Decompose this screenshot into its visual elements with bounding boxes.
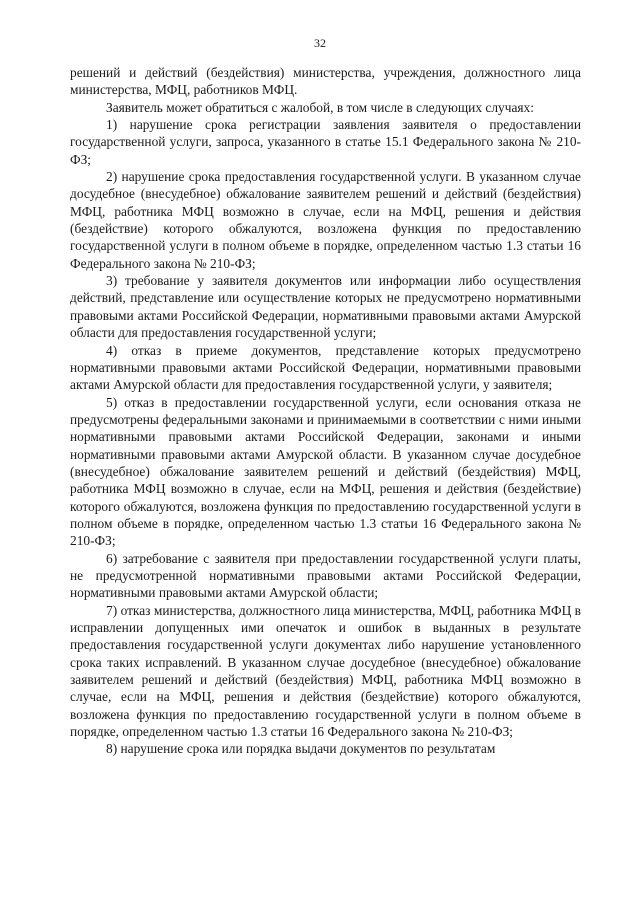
document-body — [70, 64, 581, 758]
paragraph-intro: Заявитель может обратиться с жалобой, в том числе в следующих случаях: — [106, 99, 534, 115]
list-item-7: 7) отказ министерства, должностного лица министерства, МФЦ, работника МФЦ в исправлении допущенных ими опечаток и ошибок в выданных в результате предоставления государственной услуги документах либо нарушение установленного срока таких исправлений. В указанном случае досудебное (внесудебное) обжалование заявителем решений и действий (бездействия) МФЦ, работника МФЦ возможно в случае, если на МФЦ, решения и действия (бездействие) которого обжалуются, возложена функция по предоставлению государственной услуги в полном объеме в порядке, определенном частью 1.3 статьи 16 Федерального закона № 210-ФЗ; — [70, 602, 581, 740]
page-number: 32 — [314, 36, 326, 50]
list-item-1: 1) нарушение срока регистрации заявления заявителя о предоставлении государственной услуги, запроса, указанного в статье 15.1 Федерального закона № 210-ФЗ; — [70, 117, 581, 167]
list-item-4: 4) отказ в приеме документов, представление которых предусмотрено нормативными правовыми актами Российской Федерации, нормативными правовыми актами Амурской области для предоставления государственной услуги, у заявителя; — [70, 342, 581, 393]
list-item-8: 8) нарушение срока или порядка выдачи документов по результатам — [106, 741, 496, 757]
paragraph-continuation: решений и действий (бездействия) министерства, учреждения, должностного лица министерства, МФЦ, работников МФЦ. — [70, 65, 581, 98]
list-item-3: 3) требование у заявителя документов или информации либо осуществления действий, представление или осуществление которых не предусмотрено нормативными правовыми актами Российской Федерации, нормативными правовыми актами Амурской области для предоставления государственной услуги; — [70, 273, 581, 341]
list-item-2: 2) нарушение срока предоставления государственной услуги. В указанном случае досудебное (внесудебное) обжалование заявителем решений и действий (бездействия) МФЦ, работника МФЦ возможно в случае, если на МФЦ, решения и действия (бездействие) которого обжалуются, возложена функция по предоставлению государственной услуги в полном объеме в порядке, определенном частью 1.3 статьи 16 Федерального закона № 210-ФЗ; — [70, 169, 581, 271]
list-item-5: 5) отказ в предоставлении государственной услуги, если основания отказа не предусмотрены федеральными законами и принимаемыми в соответствии с ними иными нормативными правовыми актами Российской Федерации, законами и иными нормативными правовыми актами Амурской области. В указанном случае досудебное (внесудебное) обжалование заявителем решений и действий (бездействия) МФЦ, работника МФЦ возможно в случае, если на МФЦ, решения и действия (бездействие) которого обжалуются, возложена функция по предоставлению государственной услуги в полном объеме в порядке, определенном частью 1.3 статьи 16 Федерального закона № 210-ФЗ; — [70, 394, 581, 549]
list-item-6: 6) затребование с заявителя при предоставлении государственной услуги платы, не предусмотренной нормативными правовыми актами Российской Федерации, нормативными правовыми актами Амурской области; — [70, 550, 581, 601]
